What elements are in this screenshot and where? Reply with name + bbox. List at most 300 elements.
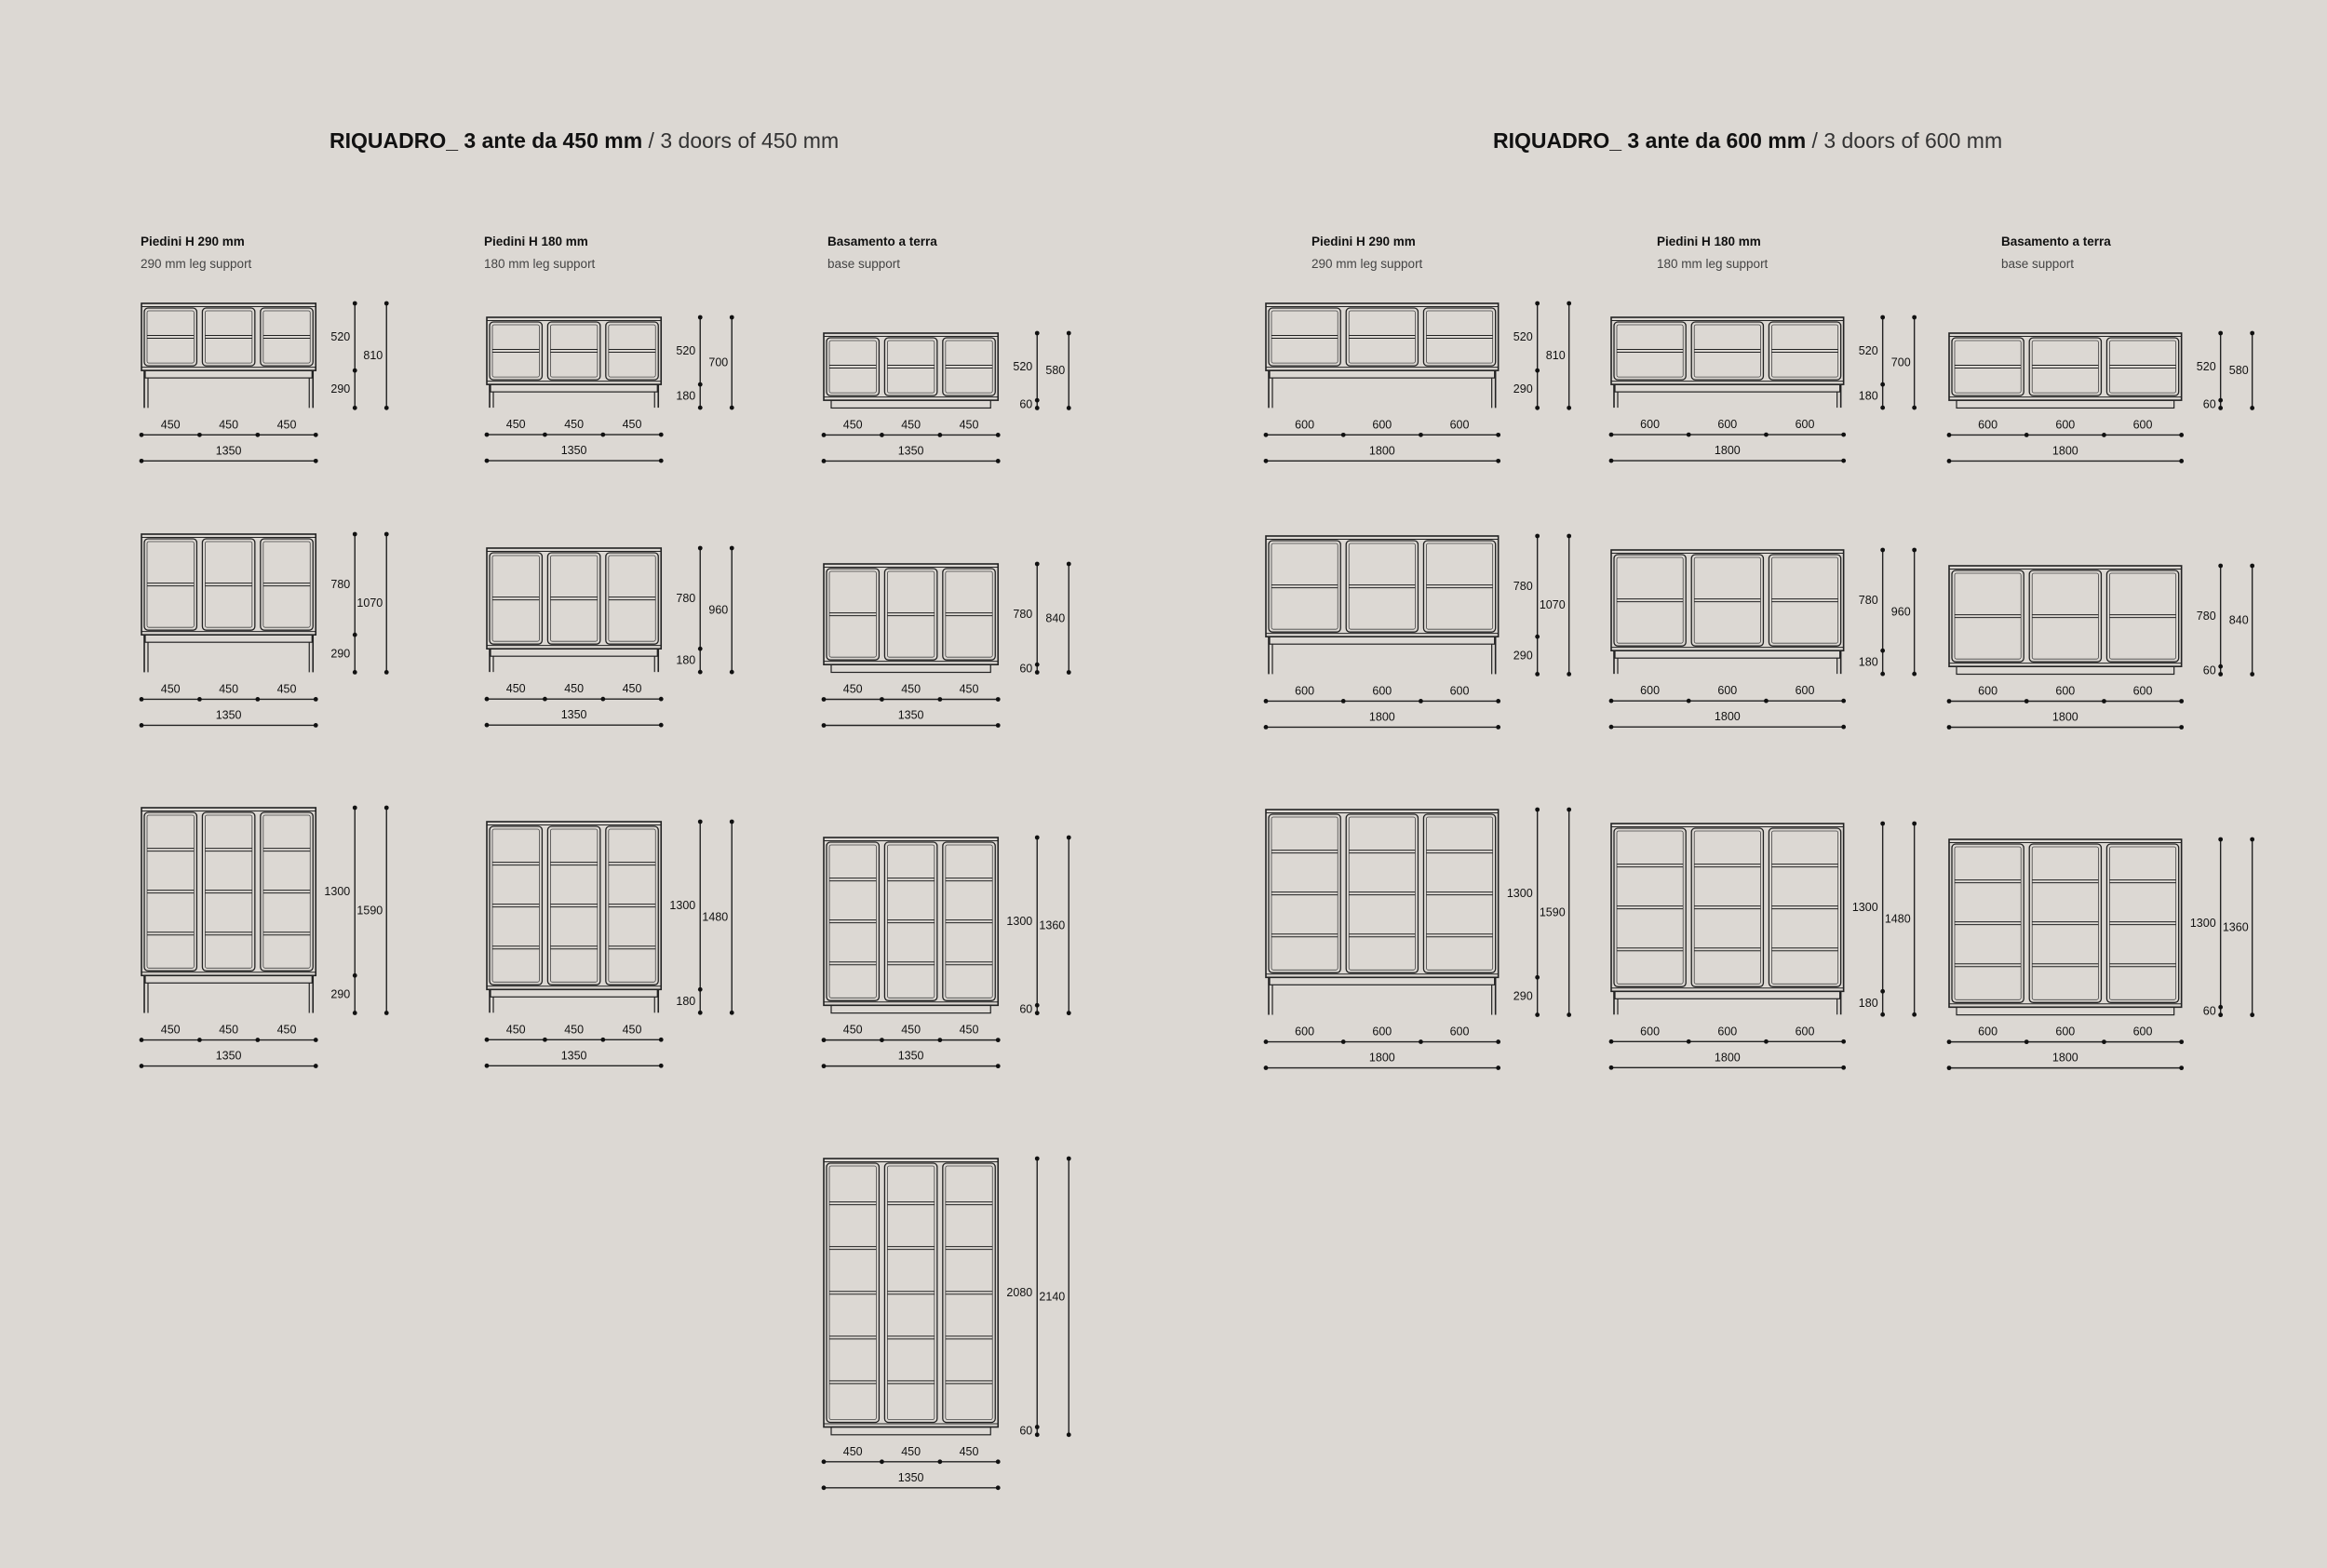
dimension-total-width: 1350 [215, 1049, 242, 1063]
dimension-dot [1341, 699, 1346, 704]
dimension-dot [1609, 1039, 1614, 1044]
door-frame [1769, 828, 1840, 986]
column-header-it: Piedini H 290 mm [141, 235, 245, 248]
dimension-total-width: 1800 [2051, 710, 2078, 724]
dimension-base-height: 180 [1858, 389, 1878, 403]
dimension-body-height: 780 [330, 578, 351, 592]
dimension-door-width: 600 [1640, 1025, 1661, 1039]
dimension-dot [1496, 1039, 1500, 1044]
plinth [831, 664, 990, 672]
dimension-body-height: 520 [2196, 360, 2216, 374]
door-glass [205, 311, 251, 363]
dimension-dot [600, 1038, 605, 1042]
dimension-door-width: 450 [505, 1023, 526, 1037]
door-glass [1349, 543, 1415, 629]
dimension-total-height: 1590 [1539, 905, 1566, 919]
dimension-dot [353, 302, 357, 306]
cabinet-body [1266, 303, 1499, 370]
dimension-dot [2218, 1012, 2223, 1017]
dimension-dot [600, 697, 605, 702]
dimension-dot [1912, 315, 1917, 320]
dimension-dot [996, 459, 1001, 463]
section-title-450-light: / 3 doors of 450 mm [642, 128, 840, 153]
dimension-total-width: 1800 [1368, 1051, 1395, 1065]
column-header-it: Basamento a terra [2001, 235, 2111, 248]
door-glass [609, 556, 655, 641]
dimension-dot [2218, 838, 2223, 842]
door-frame [490, 826, 542, 985]
apron [491, 649, 657, 656]
dimension-dot [2250, 406, 2254, 410]
dimension-dot [2250, 564, 2254, 569]
dimension-dot [255, 433, 260, 437]
door-frame [1269, 308, 1340, 366]
dimension-base-height: 180 [1858, 655, 1878, 669]
dimension-body-height: 520 [1513, 330, 1533, 344]
dimension-dot [730, 315, 734, 320]
dimension-door-width: 450 [959, 1023, 979, 1037]
door-frame [1346, 541, 1418, 632]
dimension-dot [2024, 699, 2029, 704]
dimension-dot [698, 315, 703, 320]
dimension-door-width: 600 [1717, 684, 1738, 698]
cabinet-drawing [822, 562, 1071, 728]
door-frame [1769, 555, 1840, 646]
dimension-dot [384, 532, 389, 537]
dimension-total-width: 1350 [897, 708, 924, 722]
dimension-dot [543, 433, 547, 437]
cabinet-drawing [1947, 331, 2254, 463]
cabinet-body [824, 838, 998, 1005]
dimension-door-width: 600 [1449, 684, 1470, 698]
section-title-600-light: / 3 doors of 600 mm [1806, 128, 2003, 153]
cabinet-body [1949, 333, 2182, 400]
dimension-dot [1567, 672, 1571, 677]
door-glass [2032, 847, 2098, 999]
dimension-dot [659, 697, 664, 702]
dimension-dot [822, 1038, 827, 1042]
door-frame [606, 322, 658, 380]
dimension-dot [2218, 1005, 2223, 1010]
dimension-dot [822, 1485, 827, 1490]
dimension-dot [2024, 433, 2029, 437]
dimension-dot [698, 647, 703, 651]
dimension-dot [1419, 1039, 1423, 1044]
dimension-dot [1264, 1039, 1269, 1044]
door-frame [1691, 555, 1763, 646]
door-glass [1271, 543, 1338, 629]
dimension-door-width: 450 [842, 418, 863, 432]
door-frame [1614, 828, 1686, 986]
column-header-en: base support [2001, 257, 2075, 271]
dimension-body-height: 780 [1513, 580, 1533, 594]
dimension-body-height: 1300 [324, 885, 351, 899]
door-frame [261, 308, 313, 366]
dimension-dot [1841, 725, 1846, 730]
dimension-door-width: 450 [505, 418, 526, 432]
column-header-en: base support [827, 257, 901, 271]
dimension-dot [1912, 672, 1917, 677]
dimension-door-width: 450 [505, 682, 526, 696]
dimension-dot [1496, 459, 1500, 463]
cabinet-body [1611, 550, 1844, 650]
door-glass [2109, 573, 2175, 659]
dimension-door-width: 450 [564, 682, 585, 696]
dimension-total-width: 1800 [1368, 710, 1395, 724]
dimension-dot [937, 1038, 942, 1042]
dimension-dot [2218, 672, 2223, 677]
dimension-dot [353, 406, 357, 410]
dimension-dot [1609, 433, 1614, 437]
door-glass [829, 1166, 876, 1419]
door-frame [1952, 570, 2024, 662]
dimension-dot [2218, 331, 2223, 336]
dimension-dot [1035, 331, 1040, 336]
door-frame [547, 322, 599, 380]
dimension-dot [1341, 433, 1346, 437]
dimension-body-height: 520 [330, 330, 351, 344]
dimension-door-width: 600 [1640, 418, 1661, 432]
dimension-dot [353, 973, 357, 978]
plinth [1957, 1007, 2174, 1014]
dimension-dot [1912, 1012, 1917, 1017]
dimension-door-width: 600 [2132, 1025, 2153, 1039]
dimension-total-height: 2140 [1039, 1290, 1066, 1304]
door-glass [1771, 831, 1837, 984]
dimension-dot [1535, 406, 1540, 410]
door-glass [2109, 847, 2175, 999]
dimension-dot [2218, 564, 2223, 569]
door-glass [205, 542, 251, 627]
cabinet-drawing [485, 315, 734, 463]
dimension-dot [937, 1459, 942, 1464]
dimension-dot [1264, 1065, 1269, 1070]
dimension-total-height: 700 [1890, 355, 1911, 369]
dimension-body-height: 1300 [1851, 901, 1878, 915]
cabinet-drawing [1609, 548, 1917, 730]
dimension-dot [197, 1038, 202, 1042]
door-frame [202, 812, 254, 971]
dimension-door-width: 450 [622, 682, 642, 696]
dimension-dot [140, 1064, 144, 1068]
dimension-dot [353, 670, 357, 675]
dimension-dot [1687, 699, 1691, 704]
dimension-dot [2250, 672, 2254, 677]
dimension-body-height: 520 [676, 344, 696, 358]
dimension-dot [1067, 836, 1071, 840]
dimension-base-height: 60 [1019, 1002, 1033, 1016]
dimension-dot [314, 1038, 318, 1042]
door-frame [884, 338, 936, 395]
dimension-base-height: 60 [1019, 1424, 1033, 1438]
dimension-dot [822, 1459, 827, 1464]
dimension-dot [140, 723, 144, 728]
dimension-dot [996, 1485, 1001, 1490]
dimension-door-width: 600 [1978, 418, 1998, 432]
cabinet-body [1949, 839, 2182, 1007]
dimension-body-height: 1300 [1506, 887, 1533, 901]
door-frame [1423, 308, 1495, 366]
cabinet-drawing [1264, 808, 1571, 1070]
door-frame [1691, 828, 1763, 986]
door-glass [1426, 311, 1492, 363]
dimension-dot [2024, 1039, 2029, 1044]
door-frame [827, 569, 879, 660]
door-glass [2032, 573, 2098, 659]
dimension-dot [1067, 331, 1071, 336]
cabinet-drawing [822, 331, 1071, 463]
column-header-it: Basamento a terra [827, 235, 937, 248]
dimension-dot [485, 1038, 490, 1042]
dimension-dot [2179, 699, 2184, 704]
door-frame [2029, 844, 2101, 1002]
dimension-dot [1912, 548, 1917, 553]
door-glass [1694, 557, 1760, 643]
dimension-dot [996, 433, 1001, 437]
column-header-it: Piedini H 290 mm [1311, 235, 1416, 248]
cabinet-drawing [140, 532, 389, 728]
dimension-dot [822, 1064, 827, 1068]
dimension-door-width: 600 [1449, 1025, 1470, 1039]
dimension-dot [1035, 663, 1040, 667]
door-frame [606, 553, 658, 644]
door-glass [2109, 341, 2175, 393]
dimension-door-width: 600 [1640, 684, 1661, 698]
dimension-dot [1880, 649, 1885, 653]
door-frame [202, 308, 254, 366]
dimension-dot [659, 723, 664, 728]
door-glass [492, 556, 539, 641]
dimension-dot [384, 302, 389, 306]
dimension-dot [996, 1064, 1001, 1068]
dimension-dot [140, 433, 144, 437]
door-glass [263, 542, 310, 627]
dimension-dot [2250, 331, 2254, 336]
door-frame [490, 553, 542, 644]
dimension-door-width: 450 [622, 1023, 642, 1037]
cabinet-body [1611, 317, 1844, 384]
dimension-dot [1947, 459, 1952, 463]
door-glass [1694, 325, 1760, 377]
cabinet-drawing [1264, 534, 1571, 730]
section-title-450-bold: RIQUADRO_ 3 ante da 450 mm [330, 128, 643, 153]
dimension-dot [543, 1038, 547, 1042]
door-frame [1346, 814, 1418, 972]
dimension-dot [822, 723, 827, 728]
door-frame [606, 826, 658, 985]
dimension-total-width: 1800 [1714, 710, 1741, 724]
dimension-door-width: 600 [1295, 684, 1315, 698]
dimension-dot [1419, 699, 1423, 704]
cabinet-drawing [1609, 822, 1917, 1070]
dimension-dot [600, 433, 605, 437]
dimension-dot [1567, 808, 1571, 812]
door-glass [263, 311, 310, 363]
dimension-dot [1880, 1012, 1885, 1017]
door-frame [943, 338, 995, 395]
dimension-door-width: 600 [2055, 418, 2076, 432]
cabinet-body [141, 808, 316, 975]
dimension-dot [1035, 562, 1040, 567]
door-frame [2106, 338, 2178, 395]
dimension-dot [880, 1459, 884, 1464]
dimension-total-height: 810 [1545, 349, 1566, 363]
dimension-dot [353, 806, 357, 811]
apron [1270, 370, 1495, 378]
door-glass [1426, 817, 1492, 970]
door-frame [2029, 570, 2101, 662]
dimension-dot [822, 697, 827, 702]
door-glass [887, 571, 934, 657]
dimension-dot [1567, 302, 1571, 306]
dimension-dot [140, 697, 144, 702]
door-glass [1955, 573, 2021, 659]
door-frame [261, 539, 313, 630]
dimension-door-width: 450 [959, 1444, 979, 1458]
door-frame [1691, 322, 1763, 380]
cabinet-drawing [485, 546, 734, 728]
door-glass [1955, 341, 2021, 393]
dimension-dot [353, 532, 357, 537]
dimension-total-width: 1800 [1714, 1051, 1741, 1065]
cabinet-body [487, 548, 661, 649]
dimension-base-height: 290 [330, 647, 351, 661]
dimension-dot [1841, 1065, 1846, 1070]
dimension-dot [1609, 459, 1614, 463]
column-header-en: 180 mm leg support [1657, 257, 1769, 271]
dimension-body-height: 780 [676, 592, 696, 606]
dimension-dot [255, 1038, 260, 1042]
dimension-dot [996, 723, 1001, 728]
door-glass [1771, 557, 1837, 643]
dimension-dot [2179, 725, 2184, 730]
dimension-dot [1687, 433, 1691, 437]
cabinet-drawing [1947, 838, 2254, 1070]
cabinet-body [487, 317, 661, 384]
dimension-dot [2179, 433, 2184, 437]
dimension-dot [1609, 725, 1614, 730]
door-glass [1271, 817, 1338, 970]
dimension-body-height: 520 [1858, 344, 1878, 358]
dimension-dot [659, 459, 664, 463]
door-glass [946, 341, 992, 393]
dimension-door-width: 600 [1978, 1025, 1998, 1039]
dimension-dot [1419, 433, 1423, 437]
dimension-dot [1496, 1065, 1500, 1070]
door-glass [1955, 847, 2021, 999]
door-glass [147, 815, 194, 968]
apron [145, 635, 312, 642]
door-frame [2106, 570, 2178, 662]
door-glass [147, 311, 194, 363]
dimension-door-width: 600 [1795, 418, 1815, 432]
dimension-dot [1035, 670, 1040, 675]
door-frame [884, 842, 936, 1000]
dimension-door-width: 600 [1978, 684, 1998, 698]
dimension-total-height: 1360 [2222, 920, 2249, 934]
dimension-dot [1535, 1012, 1540, 1017]
dimension-base-height: 290 [1513, 382, 1533, 396]
dimension-dot [1067, 1011, 1071, 1015]
dimension-dot [730, 546, 734, 551]
apron [491, 989, 657, 997]
dimension-door-width: 450 [564, 418, 585, 432]
dimension-total-height: 580 [1045, 364, 1066, 378]
dimension-dot [1264, 725, 1269, 730]
dimension-total-width: 1800 [2051, 1051, 2078, 1065]
dimension-total-width: 1350 [560, 1049, 587, 1063]
door-frame [1614, 322, 1686, 380]
door-frame [1952, 338, 2024, 395]
dimension-dot [314, 1064, 318, 1068]
dimension-dot [730, 820, 734, 824]
dimension-dot [543, 697, 547, 702]
door-glass [887, 845, 934, 998]
dimension-base-height: 290 [1513, 989, 1533, 1003]
dimension-dot [2102, 1039, 2106, 1044]
door-frame [1423, 814, 1495, 972]
dimension-door-width: 450 [219, 682, 239, 696]
dimension-door-width: 450 [219, 1023, 239, 1037]
plinth [831, 1005, 990, 1012]
column-header-it: Piedini H 180 mm [484, 235, 588, 248]
dimension-dot [1947, 1065, 1952, 1070]
dimension-dot [140, 1038, 144, 1042]
door-frame [490, 322, 542, 380]
dimension-door-width: 450 [842, 682, 863, 696]
dimension-dot [1067, 670, 1071, 675]
dimension-dot [384, 1011, 389, 1015]
dimension-dot [880, 1038, 884, 1042]
door-frame [261, 812, 313, 971]
door-frame [2029, 338, 2101, 395]
apron [1615, 384, 1840, 392]
dimension-dot [255, 697, 260, 702]
dimension-dot [1947, 699, 1952, 704]
dimension-dot [1567, 406, 1571, 410]
dimension-dot [353, 633, 357, 637]
dimension-dot [1535, 975, 1540, 980]
dimension-dot [1067, 562, 1071, 567]
dimension-total-width: 1350 [897, 444, 924, 458]
dimension-dot [996, 1459, 1001, 1464]
dimension-dot [1947, 1039, 1952, 1044]
dimension-dot [1947, 433, 1952, 437]
door-glass [1771, 325, 1837, 377]
dimension-dot [698, 382, 703, 387]
dimension-door-width: 450 [901, 1023, 921, 1037]
dimension-total-height: 1070 [1539, 598, 1566, 612]
dimension-total-height: 1480 [702, 910, 729, 924]
dimension-door-width: 600 [1295, 1025, 1315, 1039]
dimension-dot [1880, 382, 1885, 387]
dimension-dot [1035, 1157, 1040, 1161]
dimension-body-height: 520 [1013, 360, 1033, 374]
column-header-en: 290 mm leg support [1311, 257, 1423, 271]
dimension-dot [1264, 699, 1269, 704]
cabinet-drawing [1947, 564, 2254, 730]
dimension-base-height: 60 [2202, 397, 2216, 411]
dimension-door-width: 600 [2055, 1025, 2076, 1039]
dimension-dot [1841, 1039, 1846, 1044]
dimension-door-width: 450 [276, 682, 297, 696]
dimension-dot [880, 433, 884, 437]
section-title-600-bold: RIQUADRO_ 3 ante da 600 mm [1493, 128, 1807, 153]
dimension-dot [1880, 822, 1885, 826]
dimension-base-height: 60 [1019, 662, 1033, 676]
cabinet-body [1611, 824, 1844, 991]
dimension-dot [1764, 1039, 1769, 1044]
